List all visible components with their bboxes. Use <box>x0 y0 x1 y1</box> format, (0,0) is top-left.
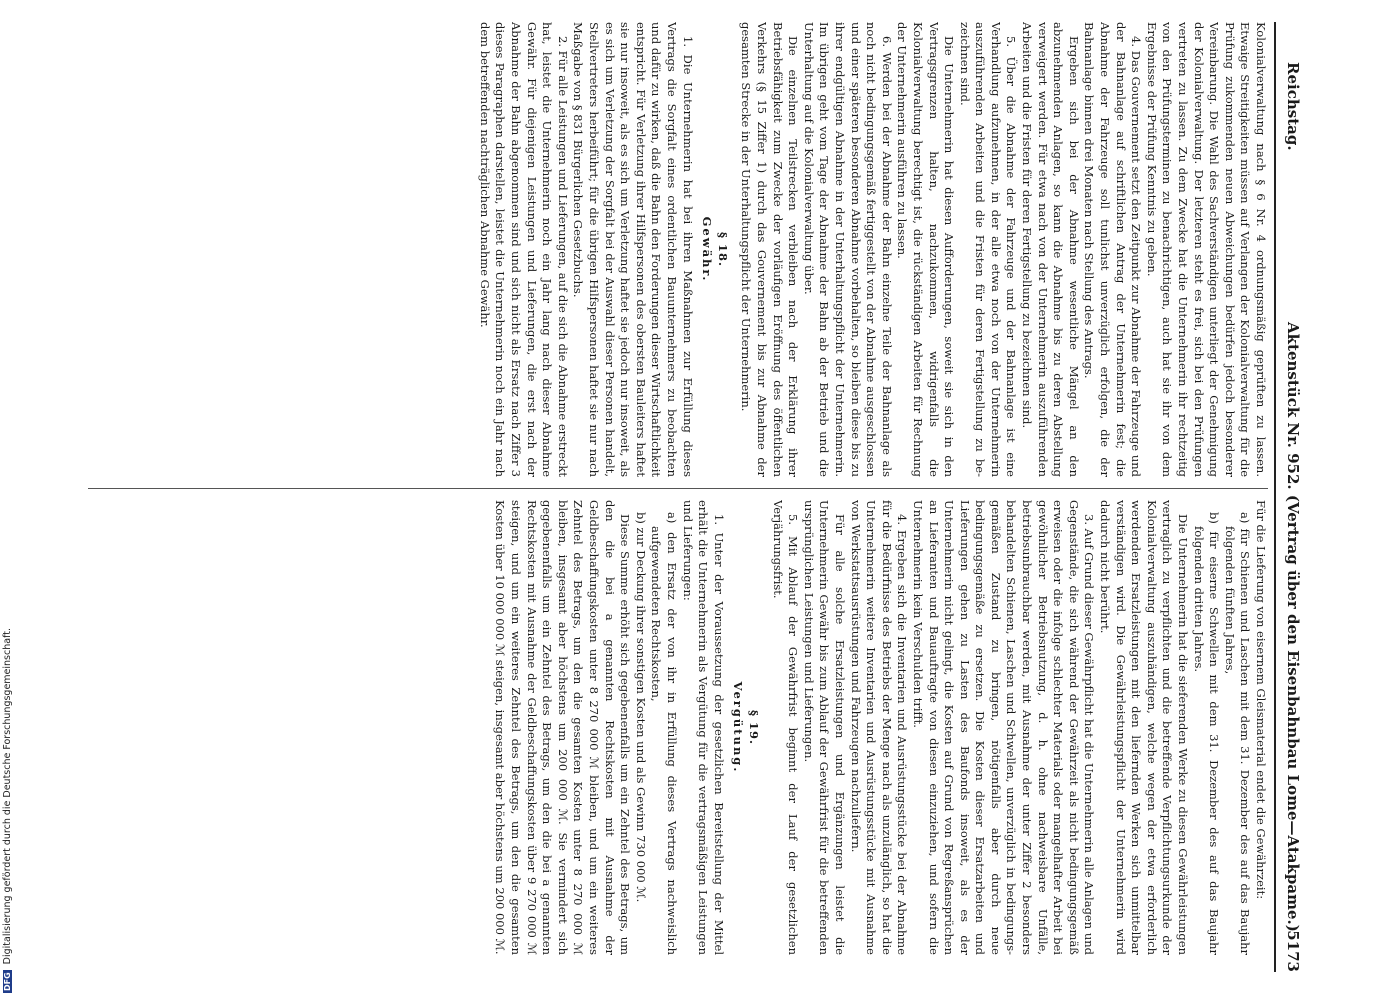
left-column <box>63 22 1268 477</box>
paragraph: Kolonialverwaltung nach § 6 Nr. 4 ordnungsmäßig geprüften zu lassen. Etwaige Streitigkeiten müssen auf Verlangen der Kolonialverwaltung für die Prüfung zukommenden neuen Abweichungen bedürfen jedoch besonderer Vereinbarung. Die Wahl des Sachverständigen unterliegt der Genehmigung der Kolonialverwaltung. Der letzteren steht es frei, sich bei den Prüfungen vertreten zu lassen. Zu dem Zwecke hat die Unternehmerin ihr rechtzeitig von den Prüfungsterminen zu benachrichtigen, auch hat sie ihr von dem Ergebnisse der Prüfung Kenntnis zu geben. <box>1144 22 1268 477</box>
section-heading: Gewähr. <box>700 216 715 283</box>
paragraph: Für alle solche Ersatzleistungen und Ergänzungen leistet die Unternehmerin Gewähr bis zum Ablauf der Gewährfrist für die betreffenden ursprünglichen Leistungen und Lieferungen. <box>801 500 847 955</box>
section-heading: Vergütung. <box>731 681 746 774</box>
paragraph: 6. Werden bei der Abnahme der Bahn einzelne Teile der Bahnanlage als noch nicht bedingungsgemäß fertiggestellt von der Abnahme ausgeschlossen und einer späteren besonderen Abnahme vorbehalten, so bleiben diese bis zu ihrer endgültigen Abnahme in der Unterhaltungspflicht der Unternehmerin. Im übrigen geht vom Tage der Abnahme der Bahn ab der Betrieb und die Unterhaltung auf die Kolonialverwaltung über. <box>801 22 894 477</box>
dfg-logo: DFG <box>3 972 12 991</box>
paragraph: Die Unternehmerin hat die sieferenden Werke zu diesen Gewährleistungen vertraglich zu verpflichten und die betreffende Verpflichtungsurkunde der Kolonialverwaltung auszuhändigen, welche wegen der etwa erforderlich werdenden Ersatzleistungen mit den liefernden Werken sich unmittelbar verständigen wird. Die Gewährleistungspflicht der Unternehmerin wird dadurch nicht berührt. <box>1098 500 1191 955</box>
header-rule <box>1274 22 1276 972</box>
list-item: a) den Ersatz der von ihr in Erfüllung dieses Vertrags nachweislich aufgewendeten Rechtskosten, <box>649 512 680 955</box>
paragraph: Ergeben sich bei der Abnahme wesentliche Mängel an den abzunehmenden Anlagen, so kann die Abnahme bis zu deren Abstellung verweigert werden. Für etwa nach von der Unternehmerin auszuführenden Arbeiten und die Fristen für deren Fertigstellung zu bezeichnen sind. <box>1020 22 1081 477</box>
paragraph: Die einzelnen Teilstrecken verbleiben nach der Erklärung ihrer Betriebsfähigkeit zum Zwecke der vorläufigen Eröffnung des öffentlichen Verkehrs (§ 15 Ziffer 1) durch das Gouvernement bis zur Abnahme der gesamten Strecke in der Unterhaltungspflicht der Unternehmerin. <box>739 22 801 477</box>
paragraph: 1. Unter der Voraussetzung der gesetzlichen Bereitstellung der Mittel erhält die Unternehmerin als Vergütung für die vertragsmäßigen Leistungen und Lieferungen: <box>680 500 726 955</box>
section-number: § 18. <box>715 231 730 268</box>
paragraph: 4. Das Gouvernement setzt den Zeitpunkt zur Abnahme der Fahrzeuge und der Bahnanlage auf schriftlichen Antrag der Unternehmerin fest; die Abnahme der Fahrzeuge soll tunlichst unverzüglich erfolgen, die der Bahnanlage binnen drei Monaten nach Stellung des Antrags. <box>1082 22 1144 477</box>
section-number: § 19. <box>747 709 761 746</box>
right-column <box>63 500 1268 955</box>
running-header <box>1280 22 1302 972</box>
paragraph: Die Unternehmerin hat diesen Aufforderungen, soweit sie sich in den Vertragsgrenzen halten, nachzukommen, widrigenfalls die Kolonialverwaltung berechtigt ist, die rückständigen Arbeiten für Rechnung der Unternehmerin ausführen zu lassen. <box>895 22 957 477</box>
header-title: Aktenstück Nr. 952. (Vertrag über den Eisenbahnbau Lome—Atakpame.) <box>1284 322 1302 932</box>
paragraph: 5. Mit Ablauf der Gewährfrist beginnt der Lauf der gesetzlichen Verjährungsfrist. <box>770 500 801 955</box>
paragraph: 3. Auf Grund dieser Gewährpflicht hat die Unternehmerin alle Anlagen und Gegenstände, die sich während der Gewährzeit als nicht bedingungsgemäß erweisen oder die infolge schlechter Materials oder mangelhafter Arbeit bei gewöhnlicher Betriebsnutzung, d. h. ohne nachweisbare Unfälle, betriebsunbrauchbar werden, mit Ausnahme der unter Ziffer 2 besonders behandelten Schienen, Laschen und Schwellen, unverzüglich in bedingungsgemäßen Zustand zu bringen, nötigenfalls aber durch neue bedingungsgemäße zu ersetzen. Die Kosten dieser Ersatzarbeiten und Lieferungen gehen zu Lasten des Baufonds insoweit, als es der Unternehmerin nicht gelingt, die Kosten auf Grund von Regreßansprüchen an Lieferanten und Bauauftragte von diesen einzuziehen, und sofern die Unternehmerin kein Verschulden trifft. <box>910 500 1097 955</box>
paragraph: 4. Ergeben sich die Inventarien und Ausrüstungsstücke bei der Abnahme für die Bedürfnisse des Betriebs der Menge nach als unzulänglich, so hat die Unternehmerin weitere Inventarien und Ausrüstungsstücke mit Ausnahme von Werkstattsausrüstungen und Fahrzeugen nachzuliefern. <box>848 500 910 955</box>
column-divider <box>88 488 1268 489</box>
header-left: Reichstag. <box>1284 62 1302 151</box>
digitization-credit <box>2 0 16 993</box>
list-item: b) zur Deckung ihrer sonstigen Kosten und als Gewinn 730 000 ℳ. <box>633 512 648 903</box>
paragraph: 1. Die Unternehmerin hat bei ihren Maßnahmen zur Erfüllung dieses Vertrags die Sorgfalt eines ordentlichen Bauunternehmers zu beobachten und dafür zu wirken, daß die Bahn den Forderungen dieser Wirtschaftlichkeit entspricht. Für Verletzung ihrer Hilfspersonen des obersten Bauleiters haftet sie nur insoweit, als es sich um Verletzung haftet sie jedoch nur insoweit, als es sich um Verletzung der Sorgfalt bei der Auswahl dieser Personen handelt, Stellvertreters herbeiführt; für die übrigen Hilfspersonen haftet sie nur nach Maßgabe von § 831 Bürgerlichen Gesetzbuchs. <box>571 22 695 477</box>
paragraph: Diese Summe erhöht sich gegebenenfalls um ein Zehntel des Betrags, um den die bei a genannten Rechtskosten mit Ausnahme der Geldbeschaffungskosten unter 8 270 000 ℳ bleiben, und um ein weiteres Zehntel des Betrags, um den die gesamten Kosten unter 8 270 000 ℳ bleiben, insgesamt aber höchstens um 200 000 ℳ. Sie vermindert sich gegebenenfalls um ein Zehntel des Betrags, um den die bei a genannten Rechtskosten mit Ausnahme der Geldbeschaffungskosten über 9 270 000 ℳ steigen, und um ein weiteres Zehntel des Betrags, um den die gesamten Kosten über 10 000 000 ℳ steigen, insgesamt aber höchstens um 200 000 ℳ. <box>493 500 633 955</box>
list-item: a) für Schienen und Laschen mit dem 31. Dezember des auf das Baujahr folgenden fünften Jahres, <box>1222 512 1253 955</box>
paragraph: 2. Für alle Leistungen und Lieferungen, auf die sich die Abnahme erstreckt hat, leistet die Unternehmerin noch ein Jahr lang nach dieser Abnahme Gewähr. Für diejenigen Leistungen und Lieferungen, die erst nach der Abnahme der Bahn abgenommen sind und sich nicht als Ersatz nach Ziffer 3 dieses Paragraphen darstellen, leistet die Unternehmerin noch ein Jahr nach dem betreffenden nachträglichen Abnahme Gewähr. <box>477 22 570 477</box>
rotated-page-content <box>57 22 1302 972</box>
paragraph: Für die Lieferung von eisernem Gleismaterial endet die Gewährzeit: <box>1254 500 1268 900</box>
paragraph: 5. Über die Abnahme der Fahrzeuge und der Bahnanlage ist eine Verhandlung aufzunehmen, in der alle etwa noch von der Unternehmerin auszuführenden Arbeiten und die Fristen für deren Fertigstellung zu bezeichnen sind. <box>957 22 1019 477</box>
digitization-note: Digitalisierung gefördert durch die Deutsche Forschungsgemeinschaft. <box>2 628 13 965</box>
page-number: 5173 <box>1284 930 1302 972</box>
list-item: b) für eiserne Schwellen mit dem 31. Dezember des auf das Baujahr folgenden dritten Jahres. <box>1191 512 1222 955</box>
